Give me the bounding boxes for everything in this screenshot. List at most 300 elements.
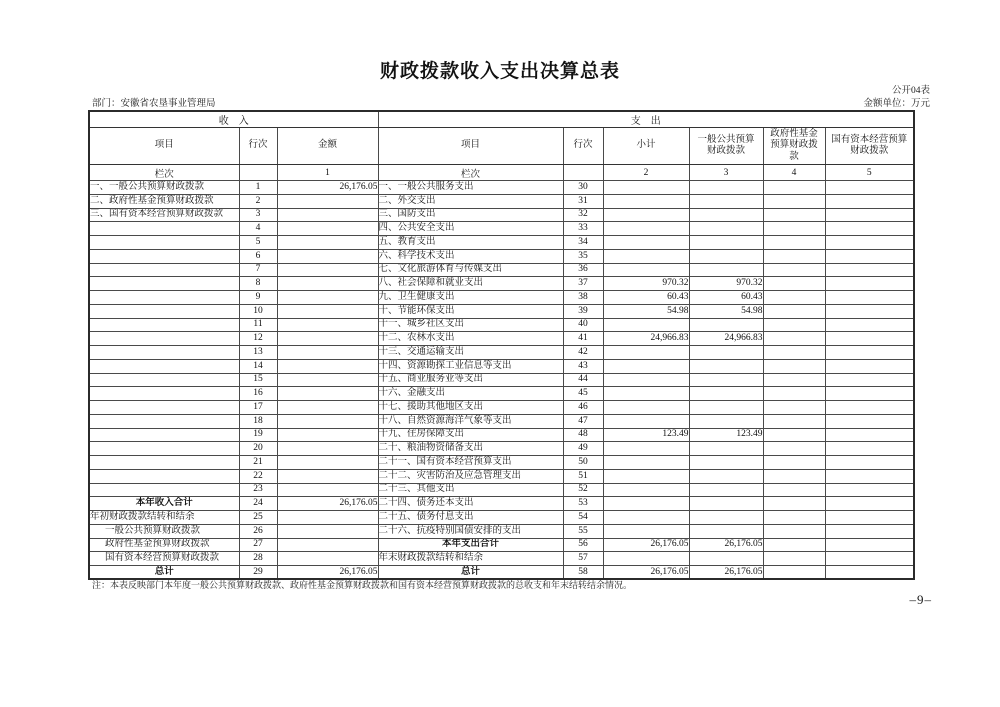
expense-gov-fund [763, 304, 825, 318]
table-row [89, 194, 914, 208]
expense-state-capital [825, 524, 914, 538]
income-amount [277, 511, 378, 525]
department-label: 部门：安徽省农垦事业管理局 [92, 99, 216, 109]
form-code: 公开04表 [891, 86, 930, 96]
expense-state-capital [825, 552, 914, 566]
expense-general-budget [689, 236, 763, 250]
income-amount [277, 291, 378, 305]
page-number: –9– [909, 592, 932, 607]
expense-line-no: 31 [563, 194, 603, 208]
income-line-no: 17 [239, 401, 277, 415]
expense-subtotal [603, 208, 689, 222]
expense-gov-fund [763, 511, 825, 525]
expense-subtotal [603, 414, 689, 428]
expense-subtotal: 123.49 [603, 428, 689, 442]
expense-gov-fund [763, 263, 825, 277]
expense-line-no: 53 [563, 497, 603, 511]
expense-gov-fund [763, 428, 825, 442]
income-line-no: 9 [239, 291, 277, 305]
expense-item: 二十一、国有资本经营预算支出 [378, 456, 563, 470]
expense-state-capital [825, 249, 914, 263]
expense-item: 二十二、灾害防治及应急管理支出 [378, 469, 563, 483]
income-amount [277, 414, 378, 428]
expense-state-capital [825, 483, 914, 497]
income-amount [277, 524, 378, 538]
expense-gov-fund [763, 401, 825, 415]
table-row [89, 222, 914, 236]
expense-gov-fund [763, 277, 825, 291]
expense-gov-fund [763, 469, 825, 483]
income-line-no: 27 [239, 538, 277, 552]
expense-item: 二十五、债务付息支出 [378, 511, 563, 525]
expense-line-header: 行次 [563, 128, 603, 165]
expense-general-budget [689, 497, 763, 511]
income-line-no: 25 [239, 511, 277, 525]
income-line-no: 5 [239, 236, 277, 250]
income-line-no: 29 [239, 566, 277, 580]
expense-section-header: 支 出 [378, 111, 914, 128]
expense-line-no: 55 [563, 524, 603, 538]
expense-subtotal [603, 483, 689, 497]
expense-gov-fund [763, 497, 825, 511]
expense-general-budget: 54.98 [689, 304, 763, 318]
expense-subtotal: 24,966.83 [603, 332, 689, 346]
table-row [89, 277, 914, 291]
table-row [89, 387, 914, 401]
income-item [89, 414, 239, 428]
expense-item: 二十三、其他支出 [378, 483, 563, 497]
income-line-no: 15 [239, 373, 277, 387]
income-amount [277, 194, 378, 208]
table-row [89, 483, 914, 497]
income-line-no: 12 [239, 332, 277, 346]
expense-state-capital [825, 208, 914, 222]
expense-line-no: 45 [563, 387, 603, 401]
expense-item: 十五、商业服务业等支出 [378, 373, 563, 387]
income-line-no: 4 [239, 222, 277, 236]
expense-state-capital [825, 442, 914, 456]
expense-gov-fund [763, 456, 825, 470]
income-amount [277, 304, 378, 318]
expense-item: 总计 [378, 566, 563, 580]
expense-line-no: 36 [563, 263, 603, 277]
income-amount [277, 236, 378, 250]
expense-line-no: 43 [563, 359, 603, 373]
table-row [89, 428, 914, 442]
table-row [89, 181, 914, 195]
expense-general-budget [689, 401, 763, 415]
expense-general-budget: 123.49 [689, 428, 763, 442]
income-section-header: 收 入 [89, 111, 378, 128]
expense-subtotal [603, 387, 689, 401]
expense-subtotal [603, 359, 689, 373]
expense-subtotal: 54.98 [603, 304, 689, 318]
expense-subtotal [603, 181, 689, 195]
income-line-no: 28 [239, 552, 277, 566]
table-row [89, 263, 914, 277]
table-row [89, 552, 914, 566]
expense-general-budget [689, 552, 763, 566]
table-row [89, 497, 914, 511]
expense-item: 二十四、债务还本支出 [378, 497, 563, 511]
income-amount [277, 538, 378, 552]
income-amount [277, 428, 378, 442]
income-line-header: 行次 [239, 128, 277, 165]
expense-state-capital [825, 194, 914, 208]
expense-general-budget: 26,176.05 [689, 566, 763, 580]
income-amount: 26,176.05 [277, 181, 378, 195]
expense-general-budget: 970.32 [689, 277, 763, 291]
expense-item: 一、一般公共服务支出 [378, 181, 563, 195]
income-line-no: 13 [239, 346, 277, 360]
expense-item: 二十六、抗疫特别国债安排的支出 [378, 524, 563, 538]
income-line-no: 18 [239, 414, 277, 428]
income-amount [277, 442, 378, 456]
income-item [89, 291, 239, 305]
income-line-no: 3 [239, 208, 277, 222]
expense-gov-fund [763, 249, 825, 263]
income-line-no: 6 [239, 249, 277, 263]
expense-subtotal [603, 469, 689, 483]
expense-gov-fund [763, 346, 825, 360]
expense-state-capital [825, 414, 914, 428]
income-item: 国有资本经营预算财政拨款 [89, 552, 239, 566]
expense-general-budget [689, 387, 763, 401]
table-row [89, 249, 914, 263]
income-amount [277, 208, 378, 222]
table-row [89, 373, 914, 387]
income-line-no: 2 [239, 194, 277, 208]
income-amount: 26,176.05 [277, 497, 378, 511]
income-item: 一、一般公共预算财政拨款 [89, 181, 239, 195]
expense-item: 十四、资源勘探工业信息等支出 [378, 359, 563, 373]
table-row [89, 456, 914, 470]
income-amount [277, 346, 378, 360]
expense-general-budget [689, 222, 763, 236]
expense-subtotal [603, 456, 689, 470]
expense-subtotal [603, 401, 689, 415]
expense-line-no: 50 [563, 456, 603, 470]
expense-item: 十一、城乡社区支出 [378, 318, 563, 332]
income-amount [277, 373, 378, 387]
expense-state-capital [825, 428, 914, 442]
income-line-no: 26 [239, 524, 277, 538]
income-item [89, 428, 239, 442]
expense-state-capital [825, 387, 914, 401]
expense-general-budget: 26,176.05 [689, 538, 763, 552]
expense-line-no: 40 [563, 318, 603, 332]
expense-subtotal: 60.43 [603, 291, 689, 305]
expense-line-no: 44 [563, 373, 603, 387]
income-item: 一般公共预算财政拨款 [89, 524, 239, 538]
expense-line-no: 57 [563, 552, 603, 566]
expense-general-budget [689, 249, 763, 263]
expense-state-capital [825, 346, 914, 360]
income-line-no: 16 [239, 387, 277, 401]
expense-line-no: 47 [563, 414, 603, 428]
expense-line-no: 58 [563, 566, 603, 580]
income-item [89, 359, 239, 373]
expense-gov-fund [763, 318, 825, 332]
income-line-no: 21 [239, 456, 277, 470]
expense-state-capital [825, 469, 914, 483]
expense-item: 四、公共安全支出 [378, 222, 563, 236]
expense-line-no: 41 [563, 332, 603, 346]
income-item [89, 346, 239, 360]
table-row [89, 291, 914, 305]
lanci-expense-line [563, 165, 603, 181]
income-line-no: 14 [239, 359, 277, 373]
income-item: 总计 [89, 566, 239, 580]
expense-item: 九、卫生健康支出 [378, 291, 563, 305]
income-amount [277, 222, 378, 236]
income-amount [277, 483, 378, 497]
expense-general-budget [689, 208, 763, 222]
expense-general-budget [689, 346, 763, 360]
expense-state-capital [825, 497, 914, 511]
income-item: 二、政府性基金预算财政拨款 [89, 194, 239, 208]
income-amount [277, 332, 378, 346]
income-line-no: 7 [239, 263, 277, 277]
unit-label: 金额单位：万元 [863, 99, 930, 109]
expense-general-budget [689, 442, 763, 456]
expense-gov-fund [763, 332, 825, 346]
expense-gov-fund [763, 538, 825, 552]
table-row [89, 414, 914, 428]
expense-item: 五、教育支出 [378, 236, 563, 250]
lanci-label-income: 栏次 [89, 165, 239, 181]
table-row [89, 538, 914, 552]
income-item: 本年收入合计 [89, 497, 239, 511]
expense-gov-fund [763, 236, 825, 250]
income-item [89, 469, 239, 483]
expense-subtotal [603, 222, 689, 236]
income-item [89, 304, 239, 318]
expense-state-capital [825, 277, 914, 291]
income-item [89, 222, 239, 236]
table-row [89, 524, 914, 538]
subtotal-header: 小计 [603, 128, 689, 165]
expense-general-budget [689, 194, 763, 208]
expense-line-no: 33 [563, 222, 603, 236]
expense-state-capital [825, 181, 914, 195]
expense-item: 十二、农林水支出 [378, 332, 563, 346]
expense-subtotal [603, 236, 689, 250]
column-header-row [89, 128, 914, 165]
expense-item: 十、节能环保支出 [378, 304, 563, 318]
expense-line-no: 35 [563, 249, 603, 263]
income-item: 政府性基金预算财政拨款 [89, 538, 239, 552]
income-line-no: 8 [239, 277, 277, 291]
expense-item: 十六、金融支出 [378, 387, 563, 401]
expense-subtotal [603, 263, 689, 277]
expense-general-budget [689, 469, 763, 483]
income-line-no: 22 [239, 469, 277, 483]
expense-subtotal [603, 249, 689, 263]
income-item-header: 项目 [89, 128, 239, 165]
table-row [89, 304, 914, 318]
expense-item: 十九、住房保障支出 [378, 428, 563, 442]
expense-gov-fund [763, 414, 825, 428]
income-item [89, 277, 239, 291]
expense-general-budget [689, 373, 763, 387]
income-amount [277, 263, 378, 277]
expense-subtotal [603, 373, 689, 387]
note-text: 注：本表反映部门本年度一般公共预算财政拨款、政府性基金预算财政拨款和国有资本经营预算财政拨款的总收支和年末结转结余情况。 [92, 580, 633, 590]
expense-state-capital [825, 222, 914, 236]
expense-general-budget [689, 318, 763, 332]
expense-state-capital [825, 373, 914, 387]
expense-gov-fund [763, 291, 825, 305]
expense-state-capital [825, 511, 914, 525]
table-body [89, 181, 914, 580]
page-title: 财政拨款收入支出决算总表 [379, 61, 620, 82]
expense-item: 二十、粮油物资储备支出 [378, 442, 563, 456]
expense-item: 六、科学技术支出 [378, 249, 563, 263]
expense-gov-fund [763, 524, 825, 538]
income-amount [277, 552, 378, 566]
expense-line-no: 52 [563, 483, 603, 497]
expense-item-header: 项目 [378, 128, 563, 165]
income-amount [277, 277, 378, 291]
income-item [89, 249, 239, 263]
expense-line-no: 37 [563, 277, 603, 291]
income-line-no: 20 [239, 442, 277, 456]
expense-item: 十七、援助其他地区支出 [378, 401, 563, 415]
expense-general-budget [689, 181, 763, 195]
income-item [89, 263, 239, 277]
table-row [89, 401, 914, 415]
expense-state-capital [825, 304, 914, 318]
expense-line-no: 42 [563, 346, 603, 360]
income-item [89, 387, 239, 401]
expense-item: 七、文化旅游体育与传媒支出 [378, 263, 563, 277]
income-amount [277, 359, 378, 373]
state-capital-header: 国有资本经营预算财政拨款 [825, 128, 914, 165]
expense-line-no: 34 [563, 236, 603, 250]
expense-general-budget [689, 414, 763, 428]
expense-general-budget [689, 456, 763, 470]
meta-row [92, 95, 930, 109]
expense-gov-fund [763, 387, 825, 401]
income-line-no: 23 [239, 483, 277, 497]
expense-line-no: 51 [563, 469, 603, 483]
table-row [89, 346, 914, 360]
expense-line-no: 56 [563, 538, 603, 552]
expense-state-capital [825, 263, 914, 277]
income-amount [277, 387, 378, 401]
expense-gov-fund [763, 222, 825, 236]
income-item [89, 373, 239, 387]
income-amount [277, 249, 378, 263]
expense-general-budget: 60.43 [689, 291, 763, 305]
table-row [89, 359, 914, 373]
expense-general-budget [689, 483, 763, 497]
expense-line-no: 32 [563, 208, 603, 222]
income-amount-header: 金额 [277, 128, 378, 165]
expense-line-no: 30 [563, 181, 603, 195]
lanci-income-line [239, 165, 277, 181]
section-header-row [89, 111, 914, 128]
expense-gov-fund [763, 194, 825, 208]
expense-item: 三、国防支出 [378, 208, 563, 222]
income-item [89, 318, 239, 332]
income-item [89, 332, 239, 346]
expense-subtotal: 970.32 [603, 277, 689, 291]
expense-state-capital [825, 236, 914, 250]
expense-state-capital [825, 538, 914, 552]
lanci-label-expense: 栏次 [378, 165, 563, 181]
income-amount [277, 469, 378, 483]
expense-item: 十三、交通运输支出 [378, 346, 563, 360]
expense-general-budget [689, 511, 763, 525]
expense-gov-fund [763, 442, 825, 456]
expense-line-no: 49 [563, 442, 603, 456]
expense-state-capital [825, 359, 914, 373]
income-amount [277, 401, 378, 415]
expense-line-no: 54 [563, 511, 603, 525]
income-amount: 26,176.05 [277, 566, 378, 580]
expense-general-budget [689, 263, 763, 277]
gov-fund-header: 政府性基金预算财政拨款 [763, 128, 825, 165]
expense-general-budget [689, 524, 763, 538]
table-row [89, 442, 914, 456]
expense-state-capital [825, 401, 914, 415]
final-accounts-table [88, 110, 915, 580]
expense-state-capital [825, 291, 914, 305]
expense-line-no: 38 [563, 291, 603, 305]
expense-subtotal [603, 318, 689, 332]
expense-subtotal [603, 442, 689, 456]
expense-gov-fund [763, 359, 825, 373]
expense-subtotal [603, 194, 689, 208]
expense-subtotal: 26,176.05 [603, 566, 689, 580]
table-row [89, 332, 914, 346]
expense-gov-fund [763, 373, 825, 387]
expense-gov-fund [763, 181, 825, 195]
income-item: 三、国有资本经营预算财政拨款 [89, 208, 239, 222]
income-amount [277, 318, 378, 332]
column-number-row [89, 165, 914, 181]
expense-gov-fund [763, 552, 825, 566]
expense-subtotal [603, 552, 689, 566]
income-item [89, 456, 239, 470]
income-item [89, 236, 239, 250]
expense-state-capital [825, 332, 914, 346]
expense-line-no: 48 [563, 428, 603, 442]
expense-item: 二、外交支出 [378, 194, 563, 208]
lanci-col-4: 4 [763, 165, 825, 181]
expense-item: 十八、自然资源海洋气象等支出 [378, 414, 563, 428]
expense-line-no: 46 [563, 401, 603, 415]
income-item [89, 401, 239, 415]
income-line-no: 19 [239, 428, 277, 442]
expense-gov-fund [763, 483, 825, 497]
expense-subtotal: 26,176.05 [603, 538, 689, 552]
expense-item: 本年支出合计 [378, 538, 563, 552]
income-item [89, 483, 239, 497]
expense-line-no: 39 [563, 304, 603, 318]
expense-general-budget: 24,966.83 [689, 332, 763, 346]
income-item: 年初财政拨款结转和结余 [89, 511, 239, 525]
income-line-no: 1 [239, 181, 277, 195]
expense-subtotal [603, 524, 689, 538]
expense-subtotal [603, 511, 689, 525]
expense-state-capital [825, 318, 914, 332]
general-budget-header: 一般公共预算财政拨款 [689, 128, 763, 165]
lanci-col-5: 5 [825, 165, 914, 181]
expense-general-budget [689, 359, 763, 373]
